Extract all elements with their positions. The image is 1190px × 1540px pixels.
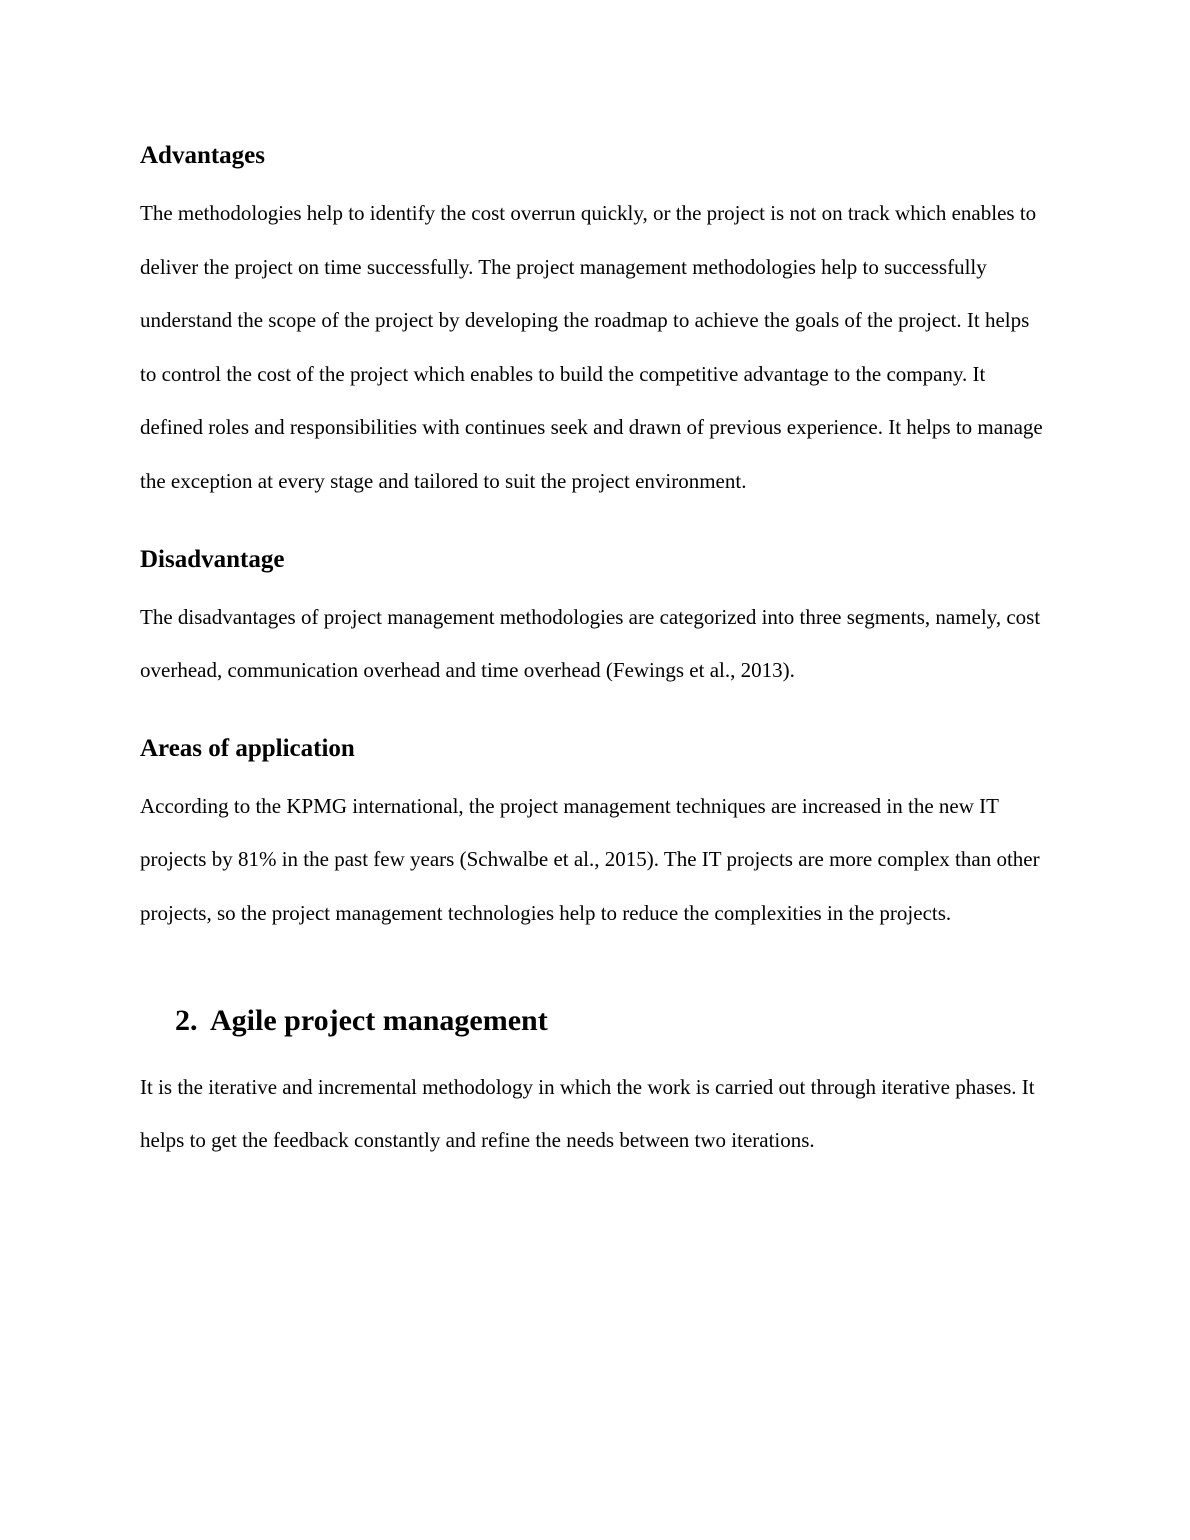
areas-of-application-heading: Areas of application [140,734,355,762]
agile-section [140,1001,1050,1168]
page-content [140,137,1050,1168]
advantages-heading: Advantages [140,142,266,169]
areas-of-application-section [140,730,1050,941]
agile-heading [175,1001,1050,1041]
agile-heading-number: 2. [175,1003,198,1037]
advantages-section [140,137,1050,509]
agile-heading-title: Agile project management [210,1003,548,1037]
disadvantage-paragraph: The disadvantages of project management methodologies are categorized into three segments, namely, cost overhead, communication overhead and time overhead (Fewings et al., 2013). [140,604,1041,683]
disadvantage-heading: Disadvantage [140,545,285,573]
advantages-paragraph: The methodologies help to identify the cost overrun quickly, or the project is not on track which enables to deliver the project on time successfully. The project management methodologies help to successfully understand the scope of the project by developing the roadmap to achieve the goals of the project. It helps to control the cost of the project which enables to build the competitive advantage to the company. It defined roles and responsibilities with continues seek and drawn of previous experience. It helps to manage the exception at every stage and tailored to suit the project environment. [140,201,1043,493]
agile-paragraph: It is the iterative and incremental methodology in which the work is carried out through iterative phases. It helps to get the feedback constantly and refine the needs between two iterations. [140,1074,1035,1153]
areas-of-application-paragraph: According to the KPMG international, the project management techniques are increased in the new IT projects by 81% in the past few years (Schwalbe et al., 2015). The IT projects are more complex than other projects, so the project management technologies help to reduce the complexities in the projects. [140,793,1040,925]
disadvantage-section [140,541,1050,698]
